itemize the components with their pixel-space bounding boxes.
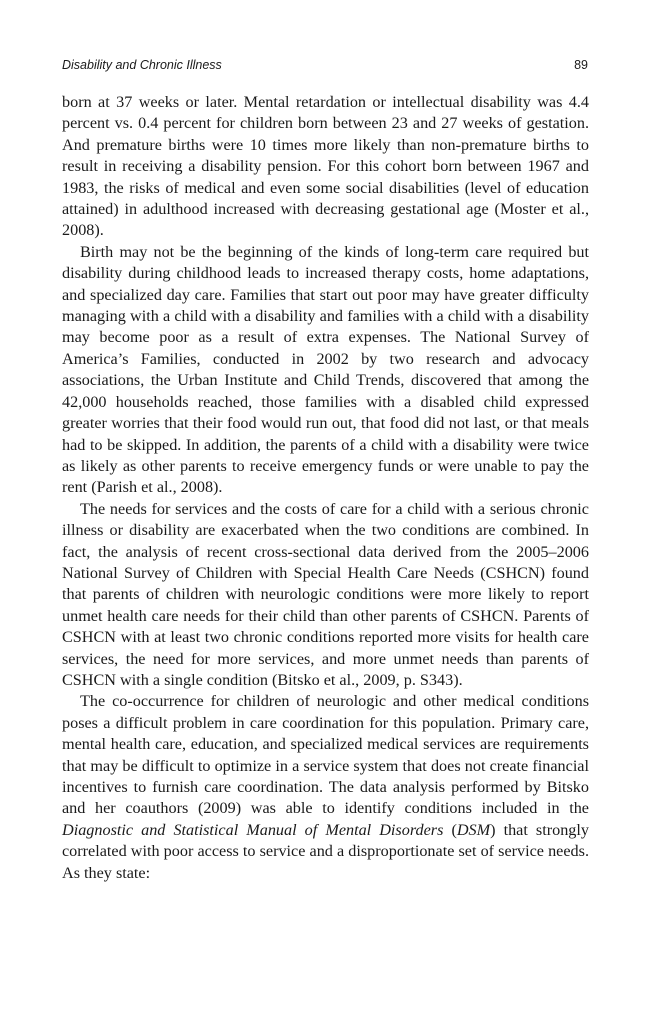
body-text (62, 92, 589, 884)
paragraph-continued: born at 37 weeks or later. Mental retardation or intellectual disability was 4.4 percent vs. 0.4 percent for children born between 23 and 27 weeks of gestation. And premature births were 10 times more likely than non-premature births to result in receiving a disability pension. For this cohort born between 1967 and 1983, the risks of medical and even some social disabilities (level of education attained) in adulthood increased with decreasing gestational age (Moster et al., 2008). (62, 93, 589, 240)
paragraph-text: ( (443, 820, 457, 839)
paragraph-services-costs: The needs for services and the costs of care for a child with a serious chronic illness or disability are exacerbated when the two conditions are combined. In fact, the analysis of recent cross-sectional data derived from the 2005–2006 National Survey of Children with Special Health Care Needs (CSHCN) found that parents of children with neurologic conditions were more likely to report unmet health care needs for their child than other parents of CSHCN. Parents of CSHCN with at least two chronic conditions reported more visits for health care services, the need for more services, and more unmet needs than parents of CSHCN with a single condition (Bitsko et al., 2009, p. S343). (62, 499, 589, 689)
dsm-abbreviation: DSM (456, 820, 491, 839)
running-header (62, 58, 588, 76)
paragraph-co-occurrence (62, 691, 589, 884)
page-number: 89 (574, 58, 588, 72)
running-title: Disability and Chronic Illness (62, 58, 222, 72)
paragraph-text: ) that strongly correlated with poor access to service and a disproportionate set of service needs. As they state: (62, 820, 589, 882)
paragraph-text: The co-occurrence for children of neurologic and other medical conditions poses a difficult problem in care coordination for this population. Primary care, mental health care, education, and specialized medical services are requirements that may be difficult to optimize in a service system that does not create financial incentives to furnish care coordination. The data analysis performed by Bitsko and her coauthors (2009) was able to identify conditions included in the (62, 692, 589, 818)
book-title-dsm: Diagnostic and Statistical Manual of Mental Disorders (62, 820, 444, 839)
paragraph-long-term-care: Birth may not be the beginning of the kinds of long-term care required but disability during childhood leads to increased therapy costs, home adaptations, and specialized day care. Families that start out poor may have greater difficulty managing with a child with a disability and families with a child with a disability may become poor as a result of extra expenses. The National Survey of America’s Families, conducted in 2002 by two research and advocacy associations, the Urban Institute and Child Trends, discovered that among the 42,000 households reached, those families with a disabled child expressed greater worries that their food would run out, that food did not last, or that meals had to be skipped. In addition, the parents of a child with a disability were twice as likely as other parents to receive emergency funds or were unable to pay the rent (Parish et al., 2008). (62, 242, 589, 497)
